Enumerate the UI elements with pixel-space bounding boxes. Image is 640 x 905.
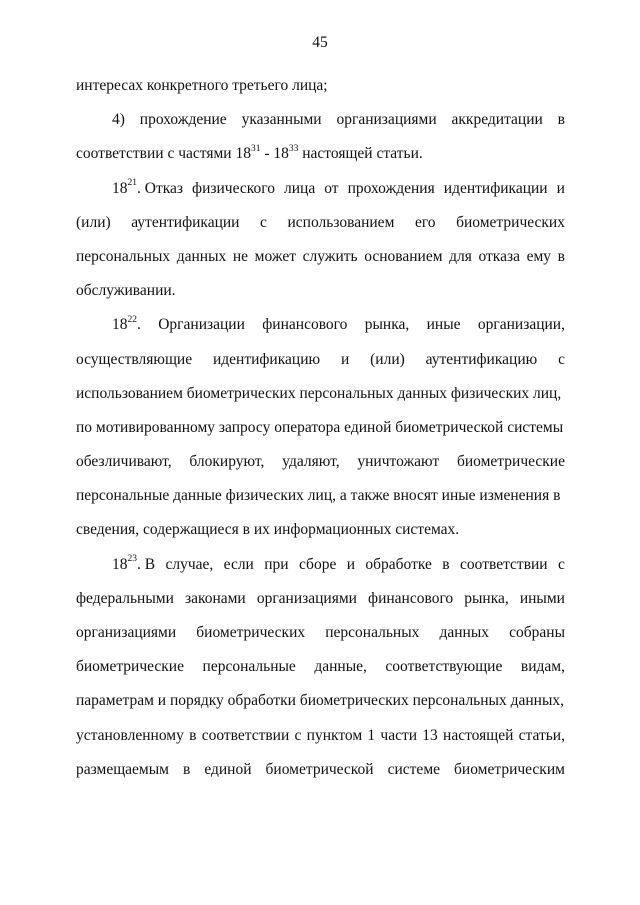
word: соответствии (460, 555, 548, 573)
text-line-5 (76, 206, 565, 240)
text-line-18 (76, 650, 565, 684)
word: организации, (477, 316, 565, 334)
word: биометрических (196, 624, 306, 641)
word: части (380, 726, 418, 744)
superscript: 21 (127, 178, 137, 189)
clause-number-base: 18 (112, 555, 128, 573)
word: 1 (367, 726, 376, 744)
word: при (264, 555, 289, 573)
word: иные (426, 316, 461, 334)
word: от (324, 179, 339, 197)
word: не (232, 247, 249, 265)
word: в (182, 760, 191, 778)
word: (или) (370, 350, 405, 368)
clause-number-base: 18 (112, 179, 128, 197)
text-line-14: сведения, содержащиеся в их информационных системах. (76, 521, 460, 539)
word: осуществляющие (76, 350, 193, 368)
text-line-3 (76, 137, 565, 171)
word: финансового (368, 589, 454, 607)
superscript: 22 (127, 315, 137, 326)
word: лица (284, 179, 316, 197)
word: физического (192, 179, 275, 197)
superscript: 31 (250, 144, 261, 155)
word: соответствующие (385, 658, 503, 676)
word: . (137, 316, 141, 334)
word: рынка, (364, 316, 410, 334)
text-line-11: по мотивированному запросу оператора единой биометрической системы (76, 418, 564, 436)
text-line-4 (76, 172, 565, 206)
word: и (346, 555, 356, 573)
word: данных (439, 624, 490, 641)
word: собраны (509, 624, 565, 641)
word: обработке (365, 555, 432, 573)
word: персональных (325, 624, 420, 641)
word: данные, (314, 658, 367, 676)
word: сборе (298, 555, 337, 573)
document-body (76, 69, 565, 787)
text-line-20 (76, 719, 565, 753)
text-line-1: интересах конкретного третьего лица; (76, 77, 328, 94)
word: персональные (202, 658, 296, 676)
word: аутентификации (131, 213, 240, 231)
superscript: 33 (288, 144, 299, 155)
word: . Отказ (137, 179, 184, 197)
word: финансового (262, 316, 348, 334)
word: обезличивают, (76, 453, 172, 471)
word: в (189, 726, 197, 744)
text-line-19: параметрам и порядку обработки биометрических персональных данных, (76, 692, 564, 710)
text-line-9 (76, 343, 565, 377)
word: организациями (336, 111, 437, 129)
word: биометрической (265, 760, 374, 778)
word: статьи, (518, 726, 565, 744)
word: федеральными (76, 589, 174, 607)
word: законами (184, 589, 246, 607)
word: Организации (158, 316, 245, 334)
word: рынка, (464, 589, 509, 607)
clause-number (112, 172, 183, 206)
text-line-7: обслуживании. (76, 282, 176, 300)
text-span: соответствии с частями 18 (76, 145, 251, 163)
word: его (414, 213, 436, 231)
word: и (340, 350, 350, 368)
word: указанными (241, 111, 322, 129)
word: аутентификацию (425, 350, 538, 368)
word: установленному (76, 726, 184, 744)
word: 4) (112, 111, 125, 129)
word: организациями (76, 624, 177, 641)
word: единой (204, 760, 252, 778)
word: идентификации (443, 179, 548, 197)
word: для (449, 247, 472, 265)
text-span: настоящей статьи. (298, 145, 423, 163)
word: основанием (364, 247, 443, 265)
word: видам, (520, 658, 565, 676)
word: пунктом (306, 726, 363, 744)
word: (или) (76, 213, 111, 231)
text-line-2 (76, 103, 565, 137)
word: с (260, 213, 267, 231)
word: прохождения (347, 179, 435, 197)
text-line-21 (76, 753, 565, 787)
word: персональных (76, 247, 171, 265)
text-line-6 (76, 240, 565, 274)
word: 13 (422, 726, 438, 744)
text-line-16 (76, 582, 565, 616)
word: блокируют, (189, 453, 265, 471)
word: с (558, 555, 565, 573)
word: случае, (165, 555, 214, 573)
word: в (557, 247, 565, 265)
word: отказа (478, 247, 520, 265)
text-line-10: использованием биометрических персональных данных физических лиц, (76, 384, 562, 402)
word: биометрические (76, 658, 184, 676)
page-number: 45 (312, 34, 328, 51)
clause-number (112, 308, 141, 342)
word: настоящей (443, 726, 514, 744)
word: биометрическим (454, 760, 565, 778)
word: в (557, 111, 565, 129)
word: аккредитации (451, 111, 543, 129)
word: в (442, 555, 450, 573)
text-line-15 (76, 548, 565, 582)
word: идентификацию (212, 350, 321, 368)
word: если (223, 555, 254, 573)
text-line-12 (76, 445, 565, 479)
word: и (556, 179, 565, 197)
word: служить (302, 247, 358, 265)
word: прохождение (139, 111, 227, 129)
word: биометрических (456, 213, 565, 231)
word: ему (526, 247, 552, 265)
text-line-17 (76, 616, 565, 650)
text-line-8 (76, 308, 565, 342)
word: иными (519, 589, 565, 607)
word: удаляют, (282, 453, 340, 471)
word: данных (176, 247, 227, 265)
clause-number-base: 18 (112, 316, 128, 334)
word: соответствии (201, 726, 290, 744)
word: биометрические (456, 453, 565, 471)
word: системе (387, 760, 441, 778)
word: размещаемым (76, 760, 169, 778)
word: уничтожают (357, 453, 440, 471)
clause-number (112, 548, 155, 582)
word: использованием (287, 213, 395, 231)
word: может (254, 247, 296, 265)
word: с (558, 350, 565, 368)
superscript: 23 (127, 554, 137, 565)
word: с (294, 726, 302, 744)
word: . В (137, 555, 156, 573)
text-line-13: персональные данные физических лиц, а также вносят иные изменения в (76, 487, 561, 505)
word: организациями (256, 589, 357, 607)
text-span: - 18 (260, 145, 289, 163)
